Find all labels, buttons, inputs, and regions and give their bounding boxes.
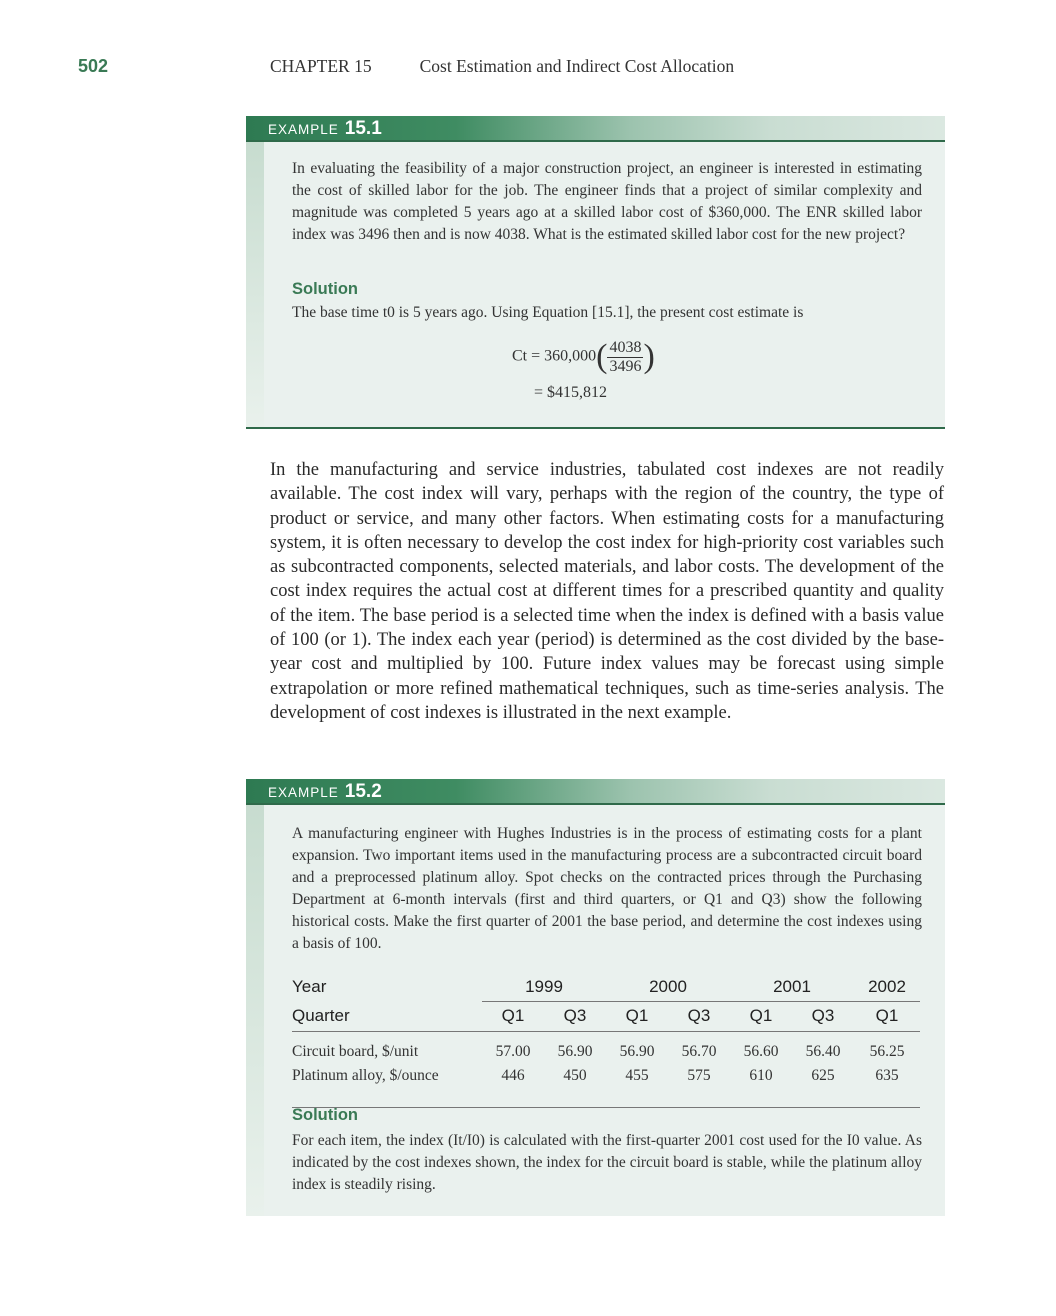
equation-fraction bbox=[607, 339, 643, 376]
table-cell: 446 bbox=[501, 1067, 525, 1084]
row-label: Platinum alloy, $/ounce bbox=[292, 1067, 439, 1084]
year-row bbox=[292, 973, 920, 1001]
solution-heading: Solution bbox=[292, 280, 358, 298]
table-row bbox=[292, 1041, 920, 1063]
table-row bbox=[292, 1063, 920, 1089]
table-cell: 635 bbox=[875, 1067, 899, 1084]
solution-text: For each item, the index (It/I0) is calculated with the first-quarter 2001 cost used for the I0 value. As indicated by the cost indexes shown, the index for the circuit board is stable, while the platinum alloy index is steadily rising. bbox=[292, 1132, 922, 1193]
quarter-header: Q3 bbox=[668, 1001, 730, 1031]
row-label: Circuit board, $/unit bbox=[292, 1043, 419, 1060]
example-problem-text: A manufacturing engineer with Hughes Industries is in the process of estimating costs for a plant expansion. Two important items used in the manufacturing process are a subcontracted circuit board and a preprocessed platinum alloy. Spot checks on the contracted prices through the Purchasing Department at 6-month intervals (first and third quarters, or Q1 and Q3) show the following historical costs. Make the first quarter of 2001 the base period, and determine the cost indexes using a basis of 100. bbox=[292, 825, 922, 952]
fraction-numerator: 4038 bbox=[609, 338, 642, 356]
equation: Ct = 360,000( $\frac{4038}{3496}$ ) bbox=[512, 338, 655, 375]
example-15-1-box bbox=[246, 116, 945, 429]
example-title bbox=[268, 118, 382, 140]
table-cell: 450 bbox=[563, 1067, 587, 1084]
quarter-header: Q1 bbox=[730, 1001, 792, 1031]
year-header: 2001 bbox=[730, 973, 854, 1001]
year-header: 1999 bbox=[482, 973, 606, 1001]
quarter-header: Q3 bbox=[792, 1001, 854, 1031]
example-bottom-rule bbox=[246, 427, 945, 429]
quarter-header: Q3 bbox=[544, 1001, 606, 1031]
historical-costs-table bbox=[292, 973, 920, 1108]
equation-result: = $415,812 bbox=[534, 384, 608, 401]
example-number: 15.2 bbox=[344, 781, 382, 802]
year-header: 2002 bbox=[854, 973, 920, 1001]
running-header bbox=[270, 56, 734, 77]
table-cell: 56.90 bbox=[557, 1043, 593, 1060]
example-header-bar bbox=[246, 779, 945, 805]
example-title bbox=[268, 781, 382, 803]
table-cell: 57.00 bbox=[495, 1043, 531, 1060]
example-label: EXAMPLE bbox=[268, 122, 339, 137]
example-label: EXAMPLE bbox=[268, 785, 339, 800]
table-cell: 625 bbox=[811, 1067, 835, 1084]
chapter-title: Cost Estimation and Indirect Cost Allocation bbox=[419, 56, 735, 76]
decorative-side-bar bbox=[246, 805, 264, 1216]
decorative-side-bar bbox=[246, 142, 264, 427]
table-cell: 455 bbox=[625, 1067, 649, 1084]
example-problem-text: In evaluating the feasibility of a major construction project, an engineer is interested in estimating the cost of skilled labor for the job. The engineer finds that a project of similar complexity and magnitude was completed 5 years ago at a skilled labor cost of $360,000. The ENR skilled labor index was 3496 then and is now 4038. What is the estimated skilled labor cost for the new project? bbox=[292, 160, 922, 243]
year-header: 2000 bbox=[606, 973, 730, 1001]
solution-text: The base time t0 is 5 years ago. Using Equation [15.1], the present cost estimate is bbox=[292, 304, 804, 321]
example-15-2-box bbox=[246, 779, 945, 1216]
solution-heading: Solution bbox=[292, 1106, 358, 1124]
table-cell: 56.25 bbox=[869, 1043, 905, 1060]
table-cell: 56.60 bbox=[743, 1043, 779, 1060]
table-cell: 56.40 bbox=[805, 1043, 841, 1060]
quarter-header: Q1 bbox=[606, 1001, 668, 1031]
page-number: 502 bbox=[78, 56, 109, 76]
quarter-header: Q1 bbox=[482, 1001, 544, 1031]
quarter-label: Quarter bbox=[292, 1001, 482, 1031]
table-cell: 610 bbox=[749, 1067, 773, 1084]
table-cell: 56.90 bbox=[619, 1043, 655, 1060]
fraction-denominator: 3496 bbox=[609, 357, 642, 375]
example-header-bar bbox=[246, 116, 945, 142]
quarter-row bbox=[292, 1001, 920, 1031]
table-cell: 56.70 bbox=[681, 1043, 717, 1060]
table-cell: 575 bbox=[687, 1067, 711, 1084]
quarter-header: Q1 bbox=[854, 1001, 920, 1031]
year-label: Year bbox=[292, 977, 327, 996]
body-paragraph: In the manufacturing and service industries, tabulated cost indexes are not readily available. The cost index will vary, perhaps with the region of the country, the type of product or service, and many other factors. When estimating costs for a manufacturing system, it is often necessary to develop the cost index for high-priority cost variables such as subcontracted components, selected materials, and labor costs. The development of the cost index requires the actual cost at different times for a prescribed quantity and quality of the item. The base period is a selected time when the index is defined with a basis value of 100 (or 1). The index each year (period) is determined as the cost divided by the base-year cost and multiplied by 100. Future index values may be forecast using simple extrapolation or more refined mathematical techniques, such as time-series analysis. The development of cost indexes is illustrated in the next example. bbox=[270, 460, 944, 723]
example-number: 15.1 bbox=[344, 118, 382, 139]
chapter-label: CHAPTER 15 bbox=[270, 56, 372, 76]
equation-lhs: Ct = 360,000 bbox=[512, 347, 597, 365]
